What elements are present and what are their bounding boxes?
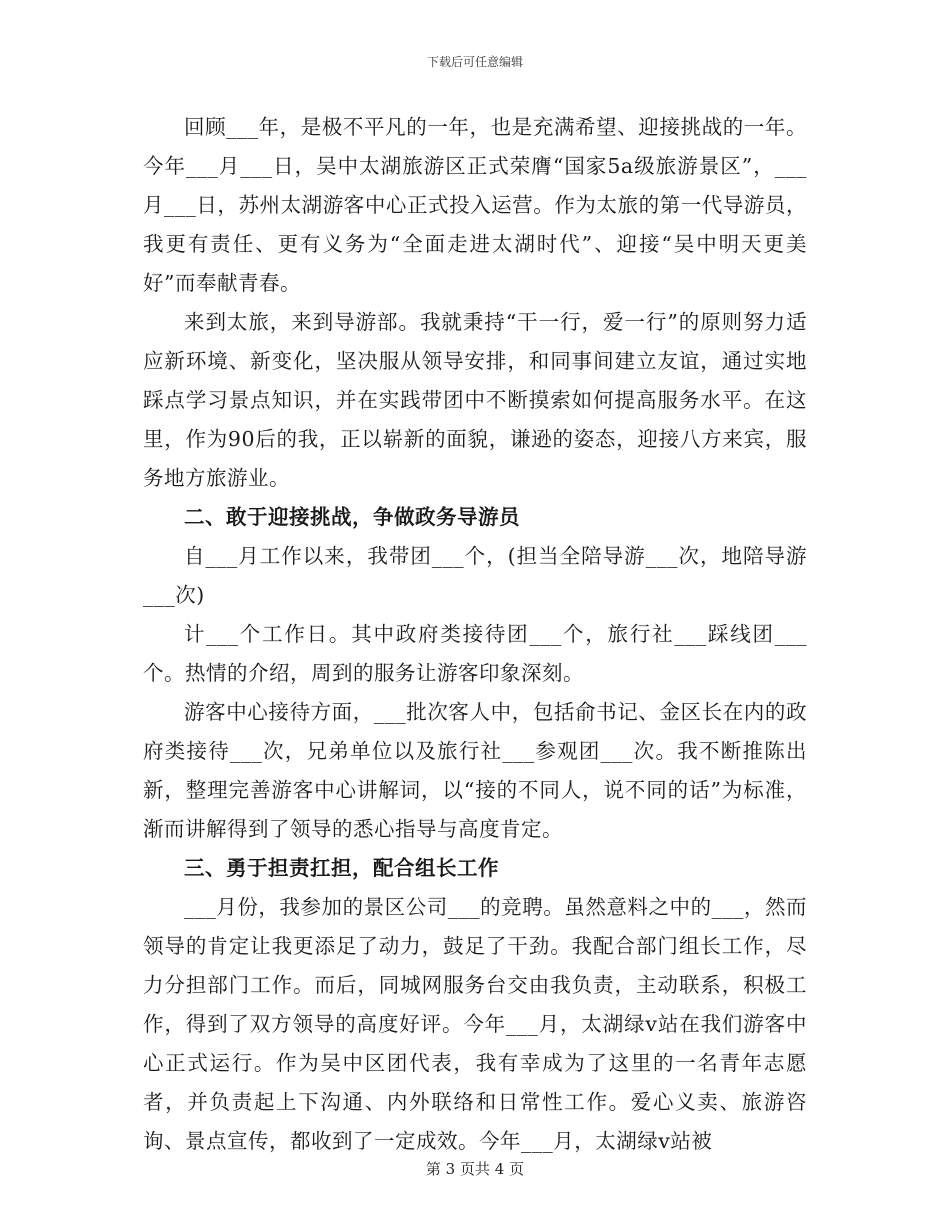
- paragraph-workdays: 计___个工作日。其中政府类接待团___个，旅行社___踩线团___个。热情的介绍，周到的服务让游客印象深刻。: [143, 622, 807, 685]
- document-body: [143, 108, 807, 1161]
- paragraph-review: 回顾___年，是极不平凡的一年，也是充满希望、迎接挑战的一年。今年___月___日，吴中太湖旅游区正式荣膺“国家5a级旅游景区”，___月___日，苏州太湖游客中心正式投入运营。作为太旅的第一代导游员，我更有责任、更有义务为“全面走进太湖时代”、迎接“吴中明天更美好”而奉献青春。: [143, 115, 807, 295]
- paragraph-joining: 来到太旅，来到导游部。我就秉持“干一行，爱一行”的原则努力适应新环境、新变化，坚决服从领导安排，和同事间建立友谊，通过实地踩点学习景点知识，并在实践带团中不断摸索如何提高服务水平。在这里，作为90后的我，正以崭新的面貌，谦逊的姿态，迎接八方来宾，服务地方旅游业。: [143, 310, 807, 490]
- section-heading-responsibility: 三、勇于担责扛担，配合组长工作: [184, 856, 499, 880]
- page-header: 下载后可任意编辑: [426, 55, 523, 69]
- paragraph-visitor-center: 游客中心接待方面，___批次客人中，包括俞书记、金区长在内的政府类接待___次，兄弟单位以及旅行社___参观团___次。我不断推陈出新，整理完善游客中心讲解词，以“接的不同人，说不同的话”为标准，渐而讲解得到了领导的悉心指导与高度肯定。: [143, 700, 807, 841]
- page-footer: 第 3 页共 4 页: [425, 1160, 525, 1178]
- section-heading-challenge: 二、敢于迎接挑战，争做政务导游员: [184, 505, 520, 529]
- paragraph-tour-count: 自___月工作以来，我带团___个，(担当全陪导游___次，地陪导游___次): [143, 544, 807, 607]
- paragraph-team-work: ___月份，我参加的景区公司___的竞聘。虽然意料之中的___，然而领导的肯定让我更添足了动力，鼓足了干劲。我配合部门组长工作，尽力分担部门工作。而后，同城网服务台交由我负责，主动联系，积极工作，得到了双方领导的高度好评。今年___月，太湖绿v站在我们游客中心正式运行。作为吴中区团代表，我有幸成为了这里的一名青年志愿者，并负责起上下沟通、内外联络和日常性工作。爱心义卖、旅游咨询、景点宣传，都收到了一定成效。今年___月，太湖绿v站被: [143, 895, 807, 1153]
